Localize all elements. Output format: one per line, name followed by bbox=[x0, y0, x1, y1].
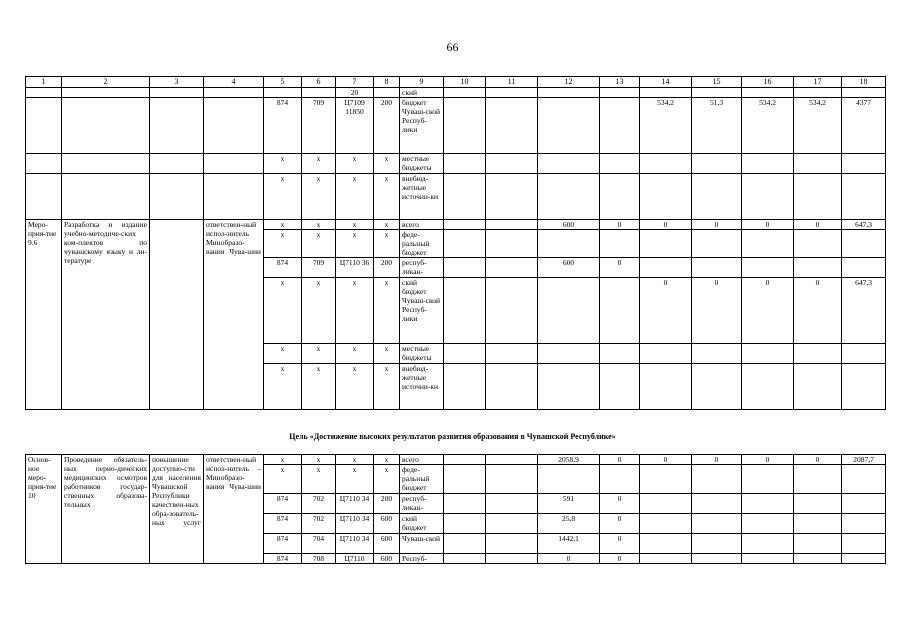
cell: x bbox=[336, 174, 374, 220]
cell: x bbox=[374, 465, 400, 494]
cell: x bbox=[302, 455, 336, 465]
cell: внебюд-жетные источни-ки bbox=[400, 364, 444, 410]
column-number: 7 bbox=[336, 77, 374, 88]
cell: респуб-ликан- bbox=[400, 494, 444, 514]
cell: 709 bbox=[302, 98, 336, 154]
cell: 591 bbox=[538, 494, 600, 514]
cell: 51,3 bbox=[692, 98, 742, 154]
cell: x bbox=[374, 364, 400, 410]
column-number: 6 bbox=[302, 77, 336, 88]
cell: 4377 bbox=[842, 98, 886, 154]
column-number: 4 bbox=[204, 77, 264, 88]
cell: 534,2 bbox=[794, 98, 842, 154]
cell: Ц7110 36 bbox=[336, 258, 374, 278]
cell: Чуваш-ской bbox=[400, 534, 444, 554]
cell: 0 bbox=[794, 220, 842, 230]
cell: x bbox=[264, 465, 302, 494]
table-row bbox=[26, 98, 886, 154]
cell: x bbox=[374, 220, 400, 230]
cell: 874 bbox=[264, 554, 302, 564]
column-number: 13 bbox=[600, 77, 640, 88]
cell: x bbox=[264, 278, 302, 344]
cell: x bbox=[336, 344, 374, 364]
cell: x bbox=[336, 220, 374, 230]
column-number: 16 bbox=[742, 77, 794, 88]
column-number-row bbox=[26, 77, 886, 88]
expected-result: повышение доступно-сти для населения Чувашской Республики качествен-ных обра-зователь-ных услуг bbox=[150, 455, 204, 564]
cell: 0 bbox=[692, 220, 742, 230]
cell: 709 bbox=[302, 258, 336, 278]
cell: 200 bbox=[374, 98, 400, 154]
column-number: 1 bbox=[26, 77, 62, 88]
column-number: 12 bbox=[538, 77, 600, 88]
cell: 25,8 bbox=[538, 514, 600, 534]
table-row bbox=[26, 174, 886, 220]
cell: x bbox=[264, 154, 302, 174]
cell: 0 bbox=[742, 278, 794, 344]
cell: 704 bbox=[302, 534, 336, 554]
cell: 2058,9 bbox=[538, 455, 600, 465]
budget-table-lower bbox=[25, 454, 886, 564]
cell: Ц7110 34 bbox=[336, 534, 374, 554]
activity-title: Разработка и издание учебно-методиче-ских ком-плектов по чувашскому языку и ли-тературе bbox=[62, 220, 150, 410]
responsible-executor: ответствен-ный испол-нитель Минобразо-вания Чува-шии bbox=[204, 220, 264, 410]
cell: 0 bbox=[600, 514, 640, 534]
cell: x bbox=[264, 174, 302, 220]
cell: 600 bbox=[538, 220, 600, 230]
cell: респуб-ликан- bbox=[400, 258, 444, 278]
cell: 874 bbox=[264, 534, 302, 554]
cell: 600 bbox=[374, 534, 400, 554]
cell: 0 bbox=[600, 220, 640, 230]
cell: 0 bbox=[742, 455, 794, 465]
cell: x bbox=[302, 278, 336, 344]
column-number: 15 bbox=[692, 77, 742, 88]
column-number: 10 bbox=[444, 77, 486, 88]
cell: x bbox=[374, 174, 400, 220]
cell: Ц7110 bbox=[336, 554, 374, 564]
cell: 0 bbox=[538, 554, 600, 564]
cell: Ц7109 11850 bbox=[336, 98, 374, 154]
cell: 0 bbox=[600, 554, 640, 564]
cell: 0 bbox=[600, 534, 640, 554]
cell: 647,3 bbox=[842, 220, 886, 230]
cell: 0 bbox=[742, 220, 794, 230]
cell: 647,3 bbox=[842, 278, 886, 344]
table-row bbox=[26, 88, 886, 98]
cell: 0 bbox=[600, 258, 640, 278]
cell: 0 bbox=[640, 278, 692, 344]
cell: x bbox=[302, 174, 336, 220]
cell: x bbox=[374, 278, 400, 344]
cell: 874 bbox=[264, 494, 302, 514]
column-number: 3 bbox=[150, 77, 204, 88]
activity-id: Основ-ное меро-прия-тие 10 bbox=[26, 455, 62, 564]
cell: x bbox=[336, 465, 374, 494]
cell: x bbox=[374, 455, 400, 465]
cell: 2087,7 bbox=[842, 455, 886, 465]
table-row bbox=[26, 154, 886, 174]
cell: x bbox=[264, 364, 302, 410]
cell: x bbox=[302, 344, 336, 364]
cell: 702 bbox=[302, 514, 336, 534]
cell: x bbox=[264, 455, 302, 465]
cell: 0 bbox=[692, 455, 742, 465]
cell: x bbox=[264, 344, 302, 364]
cell: Ц7110 34 bbox=[336, 514, 374, 534]
cell: 874 bbox=[264, 98, 302, 154]
cell: x bbox=[336, 364, 374, 410]
cell: 600 bbox=[538, 258, 600, 278]
responsible-executor: ответствен-ный испол-нитель – Минобразо-вания Чува-шии bbox=[204, 455, 264, 564]
cell: 0 bbox=[640, 220, 692, 230]
cell: 200 bbox=[374, 258, 400, 278]
column-number: 18 bbox=[842, 77, 886, 88]
cell: 600 bbox=[374, 554, 400, 564]
cell: x bbox=[336, 230, 374, 258]
cell: ский бюджет bbox=[400, 514, 444, 534]
cell: 0 bbox=[794, 278, 842, 344]
cell: x bbox=[336, 154, 374, 174]
cell: x bbox=[302, 154, 336, 174]
table-row bbox=[26, 220, 886, 230]
cell: 702 bbox=[302, 494, 336, 514]
cell: местные бюджеты bbox=[400, 154, 444, 174]
cell: внебюд-жетные источни-ки bbox=[400, 174, 444, 220]
cell: x bbox=[336, 455, 374, 465]
cell: x bbox=[302, 364, 336, 410]
cell: 708 bbox=[302, 554, 336, 564]
cell: 0 bbox=[600, 494, 640, 514]
column-number: 9 bbox=[400, 77, 444, 88]
page-number: 66 bbox=[446, 40, 459, 54]
cell: 0 bbox=[640, 455, 692, 465]
cell: 600 bbox=[374, 514, 400, 534]
cell: 874 bbox=[264, 514, 302, 534]
cell: феде-ральный бюджет bbox=[400, 465, 444, 494]
column-number: 2 bbox=[62, 77, 150, 88]
cell: x bbox=[302, 465, 336, 494]
cell: 534,2 bbox=[742, 98, 794, 154]
column-number: 14 bbox=[640, 77, 692, 88]
budget-table-upper bbox=[25, 76, 886, 410]
cell: 534,2 bbox=[640, 98, 692, 154]
cell: x bbox=[264, 230, 302, 258]
cell: 874 bbox=[264, 258, 302, 278]
cell: 1442,1 bbox=[538, 534, 600, 554]
column-number: 8 bbox=[374, 77, 400, 88]
cell: ский bbox=[400, 88, 444, 98]
cell: x bbox=[374, 230, 400, 258]
goal-title: Цель «Достижение высоких результатов развития образования в Чувашской Республике» bbox=[289, 432, 616, 441]
cell: 0 bbox=[692, 278, 742, 344]
column-number: 17 bbox=[794, 77, 842, 88]
cell: x bbox=[336, 278, 374, 344]
cell: x bbox=[264, 220, 302, 230]
cell: местные бюджеты bbox=[400, 344, 444, 364]
cell: ский бюджет Чуваш-ской Респуб-лики bbox=[400, 278, 444, 344]
cell: всего bbox=[400, 455, 444, 465]
table-row bbox=[26, 455, 886, 465]
cell: x bbox=[374, 344, 400, 364]
cell: 20 bbox=[336, 88, 374, 98]
cell: 0 bbox=[600, 455, 640, 465]
cell: всего bbox=[400, 220, 444, 230]
cell: Респуб- bbox=[400, 554, 444, 564]
column-number: 5 bbox=[264, 77, 302, 88]
activity-id: Меро-прия-тие 9.6 bbox=[26, 220, 62, 410]
cell: x bbox=[374, 154, 400, 174]
cell: x bbox=[302, 220, 336, 230]
cell: x bbox=[302, 230, 336, 258]
cell: бюджет Чуваш-ской Респуб-лики bbox=[400, 98, 444, 154]
cell: феде-ральный бюджет bbox=[400, 230, 444, 258]
activity-title: Проведение обязатель-ных перио-дических медицинских осмотров работников государ-ственных образова-тельных bbox=[62, 455, 150, 564]
column-number: 11 bbox=[486, 77, 538, 88]
cell: Ц7110 34 bbox=[336, 494, 374, 514]
cell: 0 bbox=[794, 455, 842, 465]
cell: 200 bbox=[374, 494, 400, 514]
